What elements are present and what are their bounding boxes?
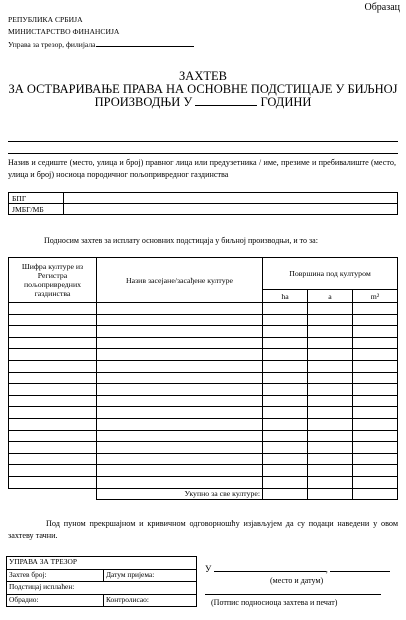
form-subtitle-year-line — [0, 96, 406, 109]
area-m2-cell[interactable] — [353, 360, 398, 372]
area-a-cell[interactable] — [308, 372, 353, 384]
area-m2-cell[interactable] — [353, 303, 398, 315]
table-row — [9, 407, 398, 419]
area-a-cell[interactable] — [308, 303, 353, 315]
table-row — [9, 442, 398, 454]
controlled-by-field[interactable] — [104, 594, 197, 607]
crop-name-cell[interactable] — [97, 326, 263, 338]
subtitle-suffix: ГОДИНИ — [260, 95, 312, 109]
crop-name-cell[interactable] — [97, 349, 263, 361]
area-m2-cell[interactable] — [353, 349, 398, 361]
area-ha-cell[interactable] — [263, 430, 308, 442]
crop-name-cell[interactable] — [97, 360, 263, 372]
jmbg-label: ЈМБГ/МБ — [9, 204, 64, 215]
crop-code-cell[interactable] — [9, 453, 97, 465]
crops-table — [8, 257, 398, 500]
table-row — [9, 360, 398, 372]
table-row — [9, 418, 398, 430]
year-field[interactable] — [195, 96, 257, 106]
area-ha-cell[interactable] — [263, 442, 308, 454]
area-a-cell[interactable] — [308, 360, 353, 372]
table-row — [9, 395, 398, 407]
area-a-cell[interactable] — [308, 326, 353, 338]
id-table — [8, 192, 398, 215]
table-row — [9, 349, 398, 361]
area-m2-cell[interactable] — [353, 476, 398, 488]
signature-line[interactable] — [205, 594, 381, 595]
area-a-cell[interactable] — [308, 465, 353, 477]
received-date-label: Датум пријема: — [106, 569, 155, 579]
form-title: ЗАХТЕВ — [179, 69, 227, 83]
header-treasury-branch — [8, 39, 194, 50]
area-a-cell[interactable] — [308, 407, 353, 419]
crop-name-cell[interactable] — [97, 418, 263, 430]
area-m2-cell[interactable] — [353, 418, 398, 430]
area-m2-cell[interactable] — [353, 337, 398, 349]
total-m2-cell[interactable] — [353, 488, 398, 499]
area-ha-cell[interactable] — [263, 303, 308, 315]
table-row — [9, 465, 398, 477]
area-a-cell[interactable] — [308, 418, 353, 430]
crop-code-cell[interactable] — [9, 372, 97, 384]
header-ministry: МИНИСТАРСТВО ФИНАНСИЈА — [8, 27, 120, 36]
area-a-cell[interactable] — [308, 395, 353, 407]
area-a-cell[interactable] — [308, 337, 353, 349]
declaration-text: Под пуном прекршајном и кривичном одговорношћу изјављујем да су подаци наведени у овом захтеву тачни. — [8, 519, 398, 540]
area-ha-cell[interactable] — [263, 314, 308, 326]
processed-by-field[interactable] — [7, 594, 104, 607]
applicant-name-line-2[interactable] — [8, 153, 398, 154]
place-field[interactable] — [214, 563, 326, 572]
crop-name-cell[interactable] — [97, 407, 263, 419]
area-ha-cell[interactable] — [263, 326, 308, 338]
area-ha-cell[interactable] — [263, 418, 308, 430]
area-ha-cell[interactable] — [263, 337, 308, 349]
jmbg-field[interactable] — [64, 204, 398, 215]
crop-code-cell[interactable] — [9, 395, 97, 407]
area-a-cell[interactable] — [308, 442, 353, 454]
table-row — [9, 314, 398, 326]
col-header-m2: m² — [353, 290, 398, 303]
received-date-field[interactable] — [104, 569, 197, 582]
crop-code-cell[interactable] — [9, 360, 97, 372]
total-label: Укупно за све културе: — [97, 488, 263, 499]
form-subtitle-line: ЗА ОСТВАРИВАЊЕ ПРАВА НА ОСНОВНЕ ПОДСТИЦАЈЕ У БИЉНОЈ — [8, 82, 398, 96]
crop-name-cell[interactable] — [97, 303, 263, 315]
form-number-label: Образац — [364, 2, 400, 13]
crop-name-cell[interactable] — [97, 430, 263, 442]
area-ha-cell[interactable] — [263, 476, 308, 488]
area-a-cell[interactable] — [308, 384, 353, 396]
treasury-label: Управа за трезор, филијала — [8, 40, 96, 49]
crop-name-cell[interactable] — [97, 465, 263, 477]
col-header-a: a — [308, 290, 353, 303]
area-ha-cell[interactable] — [263, 372, 308, 384]
table-row — [9, 303, 398, 315]
crop-code-cell[interactable] — [9, 384, 97, 396]
crop-name-cell[interactable] — [97, 372, 263, 384]
area-ha-cell[interactable] — [263, 384, 308, 396]
subtitle-prefix: ПРОИЗВОДЊИ У — [94, 95, 193, 109]
area-ha-cell[interactable] — [263, 453, 308, 465]
area-ha-cell[interactable] — [263, 395, 308, 407]
crop-name-cell[interactable] — [97, 337, 263, 349]
crop-code-cell[interactable] — [9, 349, 97, 361]
crop-code-cell[interactable] — [9, 465, 97, 477]
area-m2-cell[interactable] — [353, 384, 398, 396]
area-a-cell[interactable] — [308, 476, 353, 488]
place-date-line: У , — [205, 563, 390, 574]
area-m2-cell[interactable] — [353, 314, 398, 326]
area-a-cell[interactable] — [308, 430, 353, 442]
table-row — [9, 326, 398, 338]
crop-name-cell[interactable] — [97, 314, 263, 326]
request-number-label: Захтев број: — [9, 569, 47, 579]
area-ha-cell[interactable] — [263, 465, 308, 477]
area-m2-cell[interactable] — [353, 407, 398, 419]
bpg-field[interactable] — [64, 193, 398, 204]
crop-name-cell[interactable] — [97, 453, 263, 465]
crop-code-cell[interactable] — [9, 337, 97, 349]
signature-caption: (Потпис подносиоца захтева и печат) — [211, 598, 338, 607]
area-ha-cell[interactable] — [263, 360, 308, 372]
area-m2-cell[interactable] — [353, 442, 398, 454]
total-spacer — [9, 488, 97, 499]
table-row — [9, 430, 398, 442]
bpg-label: БПГ — [9, 193, 64, 204]
area-m2-cell[interactable] — [353, 430, 398, 442]
applicant-name-line[interactable] — [8, 141, 398, 142]
total-a-cell[interactable] — [308, 488, 353, 499]
date-field[interactable] — [330, 563, 390, 572]
crop-code-cell[interactable] — [9, 314, 97, 326]
area-m2-cell[interactable] — [353, 395, 398, 407]
area-ha-cell[interactable] — [263, 407, 308, 419]
branch-field[interactable] — [96, 39, 194, 47]
area-a-cell[interactable] — [308, 314, 353, 326]
table-row — [9, 453, 398, 465]
table-row — [9, 476, 398, 488]
paid-label: Подстицај исплаћен: — [9, 582, 75, 591]
treasury-office-box — [6, 556, 197, 607]
col-header-crop-name: Назив засејане/засађене културе — [97, 258, 263, 303]
applicant-description: Назив и седиште (место, улица и број) правног лица или предузетника / име, презиме и пребивалиште (место, улица и број) носиоца породичног пољопривредног газдинства — [8, 158, 396, 179]
area-ha-cell[interactable] — [263, 349, 308, 361]
crop-code-cell[interactable] — [9, 476, 97, 488]
office-title: УПРАВА ЗА ТРЕЗОР — [7, 557, 197, 570]
crop-code-cell[interactable] — [9, 442, 97, 454]
controlled-by-label: Контролисао: — [106, 594, 149, 604]
col-header-ha: ha — [263, 290, 308, 303]
place-prefix: У — [205, 564, 212, 574]
crop-code-cell[interactable] — [9, 326, 97, 338]
total-ha-cell[interactable] — [263, 488, 308, 499]
request-number-field[interactable] — [7, 569, 104, 582]
crop-code-cell[interactable] — [9, 303, 97, 315]
crop-name-cell[interactable] — [97, 476, 263, 488]
crop-code-cell[interactable] — [9, 430, 97, 442]
crop-code-cell[interactable] — [9, 418, 97, 430]
col-header-area: Површина под културом — [263, 258, 398, 290]
col-header-crop-code: Шифра културе из Регистра пољопривредних газдинства — [9, 258, 97, 303]
area-a-cell[interactable] — [308, 349, 353, 361]
crop-code-cell[interactable] — [9, 407, 97, 419]
area-m2-cell[interactable] — [353, 465, 398, 477]
table-row — [9, 372, 398, 384]
request-intro: Подносим захтев за исплату основних подстицаја у биљној производњи, и то за: — [44, 236, 318, 245]
paid-field[interactable] — [7, 582, 197, 595]
crop-name-cell[interactable] — [97, 395, 263, 407]
crop-name-cell[interactable] — [97, 384, 263, 396]
crop-name-cell[interactable] — [97, 442, 263, 454]
area-m2-cell[interactable] — [353, 372, 398, 384]
table-row — [9, 337, 398, 349]
processed-by-label: Обрадио: — [9, 594, 39, 604]
header-republic: РЕПУБЛИКА СРБИЈА — [8, 15, 83, 24]
area-m2-cell[interactable] — [353, 326, 398, 338]
place-date-caption: (место и датум) — [270, 576, 324, 585]
area-a-cell[interactable] — [308, 453, 353, 465]
area-m2-cell[interactable] — [353, 453, 398, 465]
table-row — [9, 384, 398, 396]
